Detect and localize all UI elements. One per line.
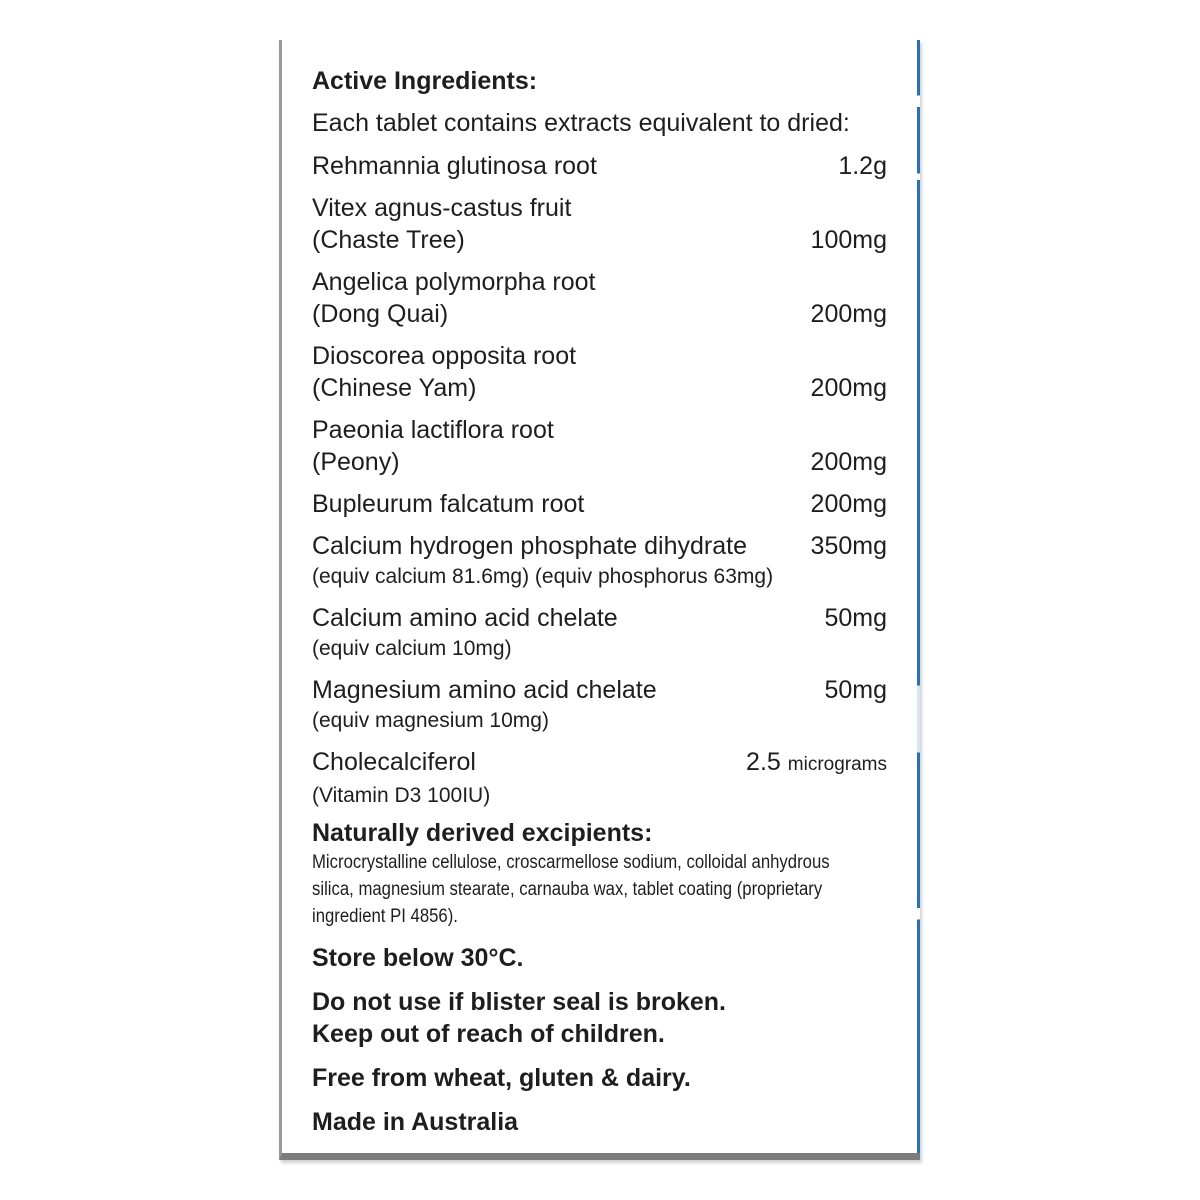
ingredient-item: [312, 746, 887, 811]
ingredient-name: Calcium amino acid chelate: [312, 604, 618, 632]
warnings: [312, 986, 887, 1050]
ingredient-equivalent-note: (equiv calcium 10mg): [312, 637, 512, 660]
excipients-heading: Naturally derived excipients:: [312, 819, 653, 847]
ingredient-item: [312, 150, 887, 182]
ingredient-name: Dioscorea opposita root: [312, 342, 577, 370]
ingredient-common-name: (Peony): [312, 448, 400, 476]
ingredient-amount: 100mg: [810, 226, 887, 254]
ingredient-name: Bupleurum falcatum root: [312, 490, 585, 518]
ingredient-item: [312, 674, 887, 736]
ingredient-amount: 1.2g: [838, 152, 887, 180]
ingredient-name: Rehmannia glutinosa root: [312, 152, 597, 180]
ingredient-amount: 200mg: [810, 490, 887, 518]
active-ingredients-heading: Active Ingredients:: [312, 67, 538, 95]
blister-warning: Do not use if blister seal is broken.: [312, 988, 726, 1016]
country-of-origin: Made in Australia: [312, 1108, 519, 1136]
children-warning: Keep out of reach of children.: [312, 1020, 665, 1048]
panel-right-edge: [917, 40, 920, 1153]
ingredient-equivalent-note: (equiv magnesium 10mg): [312, 709, 549, 732]
ingredient-common-name: (Dong Quai): [312, 300, 449, 328]
ingredient-name: Angelica polymorpha root: [312, 268, 596, 296]
ingredient-common-name: (Chinese Yam): [312, 374, 477, 402]
ingredient-item: [312, 602, 887, 664]
ingredient-item: [312, 192, 887, 256]
ingredients-intro: Each tablet contains extracts equivalent to dried:: [312, 109, 850, 137]
ingredient-amount: 50mg: [824, 604, 887, 632]
ingredient-item: [312, 340, 887, 404]
ingredient-item: [312, 414, 887, 478]
ingredient-amount: [746, 746, 887, 781]
label-content: [312, 64, 887, 1138]
ingredient-name: Paeonia lactiflora root: [312, 416, 554, 444]
ingredient-equivalent-note: (equiv calcium 81.6mg) (equiv phosphorus 63mg): [312, 565, 774, 588]
allergen-free-statement: Free from wheat, gluten & dairy.: [312, 1064, 691, 1092]
ingredient-item: [312, 266, 887, 330]
excipients-text: Microcrystalline cellulose, croscarmellose sodium, colloidal anhydrous silica, magnesium stearate, carnauba wax, tablet coating (proprietary ingredient PI 4856).: [312, 852, 830, 927]
ingredient-item: [312, 488, 887, 520]
storage-instruction: Store below 30°C.: [312, 944, 524, 972]
ingredient-equivalent-note: (Vitamin D3 100IU): [312, 784, 491, 807]
ingredient-amount: 200mg: [810, 300, 887, 328]
ingredient-amount: 350mg: [810, 532, 887, 560]
label-panel: [279, 40, 920, 1160]
amount-unit: micrograms: [787, 754, 887, 775]
ingredient-name: Cholecalciferol: [312, 748, 476, 776]
ingredient-common-name: (Chaste Tree): [312, 226, 465, 254]
ingredient-amount: 50mg: [824, 676, 887, 704]
ingredient-name: Vitex agnus-castus fruit: [312, 194, 572, 222]
amount-value: 2.5: [746, 748, 781, 776]
ingredient-item: [312, 530, 887, 592]
ingredient-amount: 200mg: [810, 374, 887, 402]
ingredient-name: Magnesium amino acid chelate: [312, 676, 657, 704]
ingredient-name: Calcium hydrogen phosphate dihydrate: [312, 532, 747, 560]
ingredient-amount: 200mg: [810, 448, 887, 476]
